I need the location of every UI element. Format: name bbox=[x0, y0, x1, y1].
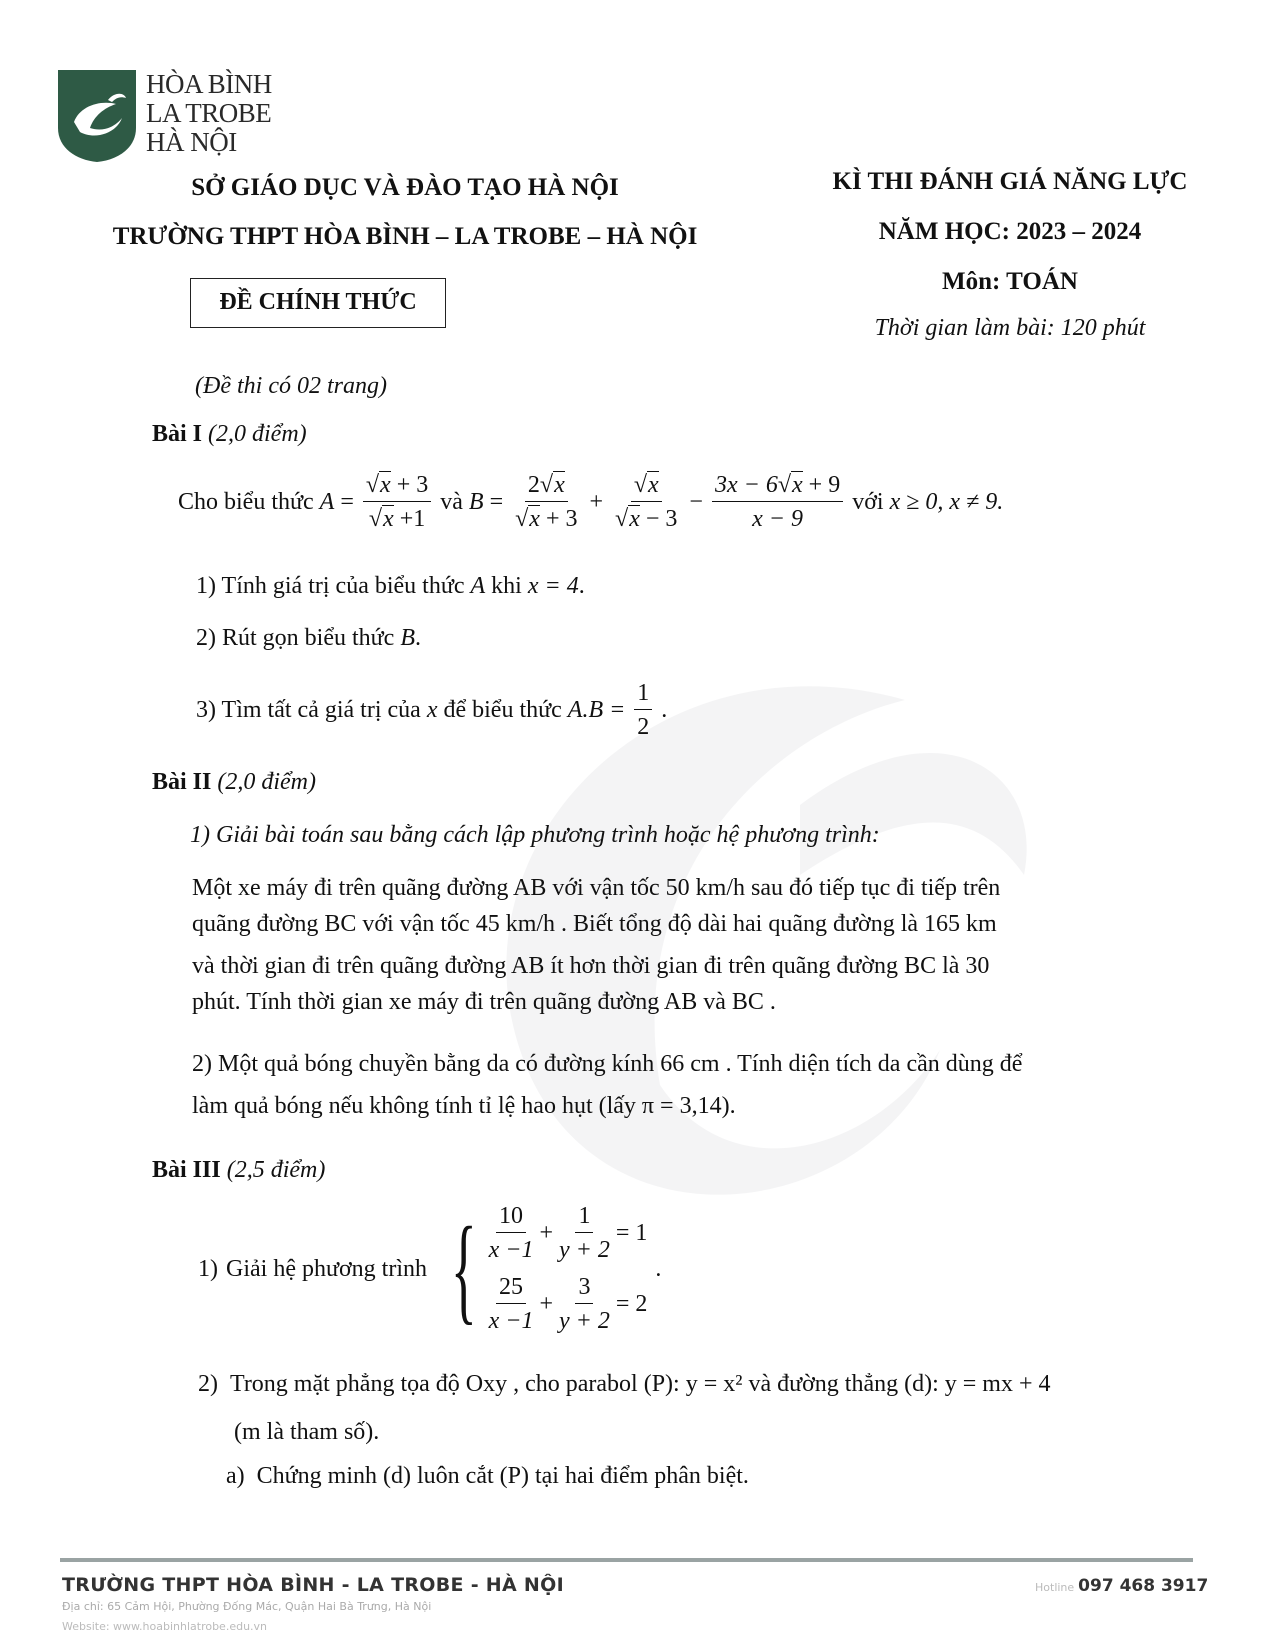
school-logo bbox=[58, 70, 308, 162]
condition: x ≥ 0, x ≠ 9. bbox=[889, 489, 1004, 516]
logo-line-1: HÒA BÌNH bbox=[146, 69, 272, 99]
bai1-title: Bài I bbox=[152, 421, 203, 447]
expr-A-fraction: $\frac{√x + 3}{√x +1}$ bbox=[363, 472, 431, 533]
system-brace: { bbox=[450, 1201, 477, 1335]
expr-B-term2: $\frac{√x}{√x - 3}$ bbox=[615, 472, 678, 533]
bai2-p1-instruction: 1) Giải bài toán sau bằng cách lập phương trình hoặc hệ phương trình: bbox=[190, 822, 880, 848]
pages-note: (Đề thi có 02 trang) bbox=[195, 373, 387, 399]
bai2-p1-line: Một xe máy đi trên quãng đường AB với vận tốc 50 km/h sau đó tiếp tục đi tiếp trên bbox=[192, 875, 1001, 901]
expr-A-name: A bbox=[319, 489, 335, 516]
condition-word: với bbox=[852, 489, 884, 516]
expr-B-name: B bbox=[468, 489, 484, 516]
bai2-p1-line: quãng đường BC với vận tốc 45 km/h . Biết tổng độ dài hai quãng đường là 165 km bbox=[192, 911, 997, 937]
bai2-p1-body bbox=[192, 870, 1122, 1020]
bai2-title: Bài II bbox=[152, 769, 212, 795]
department-title: SỞ GIÁO DỤC VÀ ĐÀO TẠO HÀ NỘI bbox=[191, 174, 619, 201]
bai1-points: (2,0 điểm) bbox=[208, 421, 307, 447]
bai1-q1: 1) Tính giá trị của biểu thức A khi x = 4. bbox=[196, 573, 585, 599]
bai3-p1-text: Giải hệ phương trình bbox=[226, 1255, 427, 1282]
equation-1: $\frac{10}{x -1}$ + $\frac{1}{y + 2}$ = 1 bbox=[488, 1203, 648, 1264]
bai2-p1-line: phút. Tính thời gian xe máy đi trên quãng đường AB và BC . bbox=[192, 989, 776, 1015]
logo-line-2: LA TROBE bbox=[146, 98, 272, 128]
footer-divider bbox=[60, 1558, 1193, 1562]
shield-bird-icon bbox=[58, 70, 136, 162]
bai3-title: Bài III bbox=[152, 1157, 221, 1183]
bai3-p2: 2) Trong mặt phẳng tọa độ Oxy , cho parabol (P): y = x² và đường thẳng (d): y = mx + 4 bbox=[198, 1371, 1051, 1397]
school-title: TRƯỜNG THPT HÒA BÌNH – LA TROBE – HÀ NỘI bbox=[112, 223, 698, 250]
bai3-p1: 1) Giải hệ phương trình { $\frac{10}{x -1}$ + $\frac{1}{y + 2}$ = 1 $\frac{25}{x -1}$ + $\frac{3}{y + 2}$ = 2 . bbox=[198, 1201, 662, 1335]
bai2-p2-line: làm quả bóng nếu không tính tỉ lệ hao hụt (lấy π = 3,14). bbox=[192, 1093, 736, 1119]
bai1-q3: 3) Tìm tất cả giá trị của x để biểu thức A.B = $\frac{1}{2}$ . bbox=[196, 680, 668, 741]
bai2-points: (2,0 điểm) bbox=[217, 769, 316, 795]
footer-website: Website: www.hoabinhlatrobe.edu.vn bbox=[62, 1620, 268, 1633]
official-exam-badge: ĐỀ CHÍNH THỨC bbox=[190, 278, 446, 328]
logo-line-3: HÀ NỘI bbox=[146, 127, 237, 157]
bai3-heading bbox=[152, 1158, 325, 1182]
bai1-expressions: Cho biểu thức A = $\frac{√x + 3}{√x +1}$ và B = $\frac{2√x}{√x + 3}$ + $\frac{√x}{√x - 3}$ − $\frac{3x - 6√x + 9}{x - 9}$ với x ≥ 0, x ≠ 9. bbox=[178, 472, 1004, 533]
bai2-p2-body bbox=[192, 1046, 1122, 1124]
hotline-label: Hotline bbox=[1035, 1581, 1075, 1594]
expr-B-term1: $\frac{2√x}{√x + 3}$ bbox=[515, 472, 578, 533]
footer-address: Địa chỉ: 65 Cảm Hội, Phường Đống Mác, Quận Hai Bà Trưng, Hà Nội bbox=[62, 1600, 432, 1613]
bai1-heading bbox=[152, 422, 307, 446]
bai3-points: (2,5 điểm) bbox=[226, 1157, 326, 1183]
bai1-q2: 2) Rút gọn biểu thức B. bbox=[196, 625, 421, 651]
logo-text bbox=[146, 70, 272, 157]
equation-system bbox=[483, 1203, 648, 1335]
exam-title: KÌ THI ĐÁNH GIÁ NĂNG LỰC bbox=[832, 168, 1188, 195]
expr-B-term3: $\frac{3x - 6√x + 9}{x - 9}$ bbox=[712, 472, 843, 533]
hotline-number: 097 468 3917 bbox=[1078, 1576, 1209, 1596]
subject: Môn: TOÁN bbox=[942, 268, 1078, 295]
bai2-heading bbox=[152, 770, 316, 794]
time-limit: Thời gian làm bài: 120 phút bbox=[874, 315, 1146, 341]
and-word: và bbox=[440, 489, 463, 516]
equation-2: $\frac{25}{x -1}$ + $\frac{3}{y + 2}$ = 2 bbox=[488, 1273, 648, 1335]
bai1-intro: Cho biểu thức bbox=[178, 489, 314, 516]
bai3-pa: a) Chứng minh (d) luôn cắt (P) tại hai điểm phân biệt. bbox=[226, 1463, 749, 1489]
bai3-p1-label: 1) bbox=[198, 1255, 218, 1282]
bai2-p2-line: 2) Một quả bóng chuyền bằng da có đường kính 66 cm . Tính diện tích da cần dùng để bbox=[192, 1051, 1023, 1077]
bai2-p1-line: và thời gian đi trên quãng đường AB ít hơn thời gian đi trên quãng đường BC là 30 bbox=[192, 953, 990, 979]
footer-hotline bbox=[1035, 1576, 1208, 1596]
footer-school-name: TRƯỜNG THPT HÒA BÌNH - LA TROBE - HÀ NỘI bbox=[62, 1574, 564, 1596]
bai3-p2-param: (m là tham số). bbox=[234, 1419, 380, 1445]
school-year: NĂM HỌC: 2023 – 2024 bbox=[878, 218, 1142, 245]
